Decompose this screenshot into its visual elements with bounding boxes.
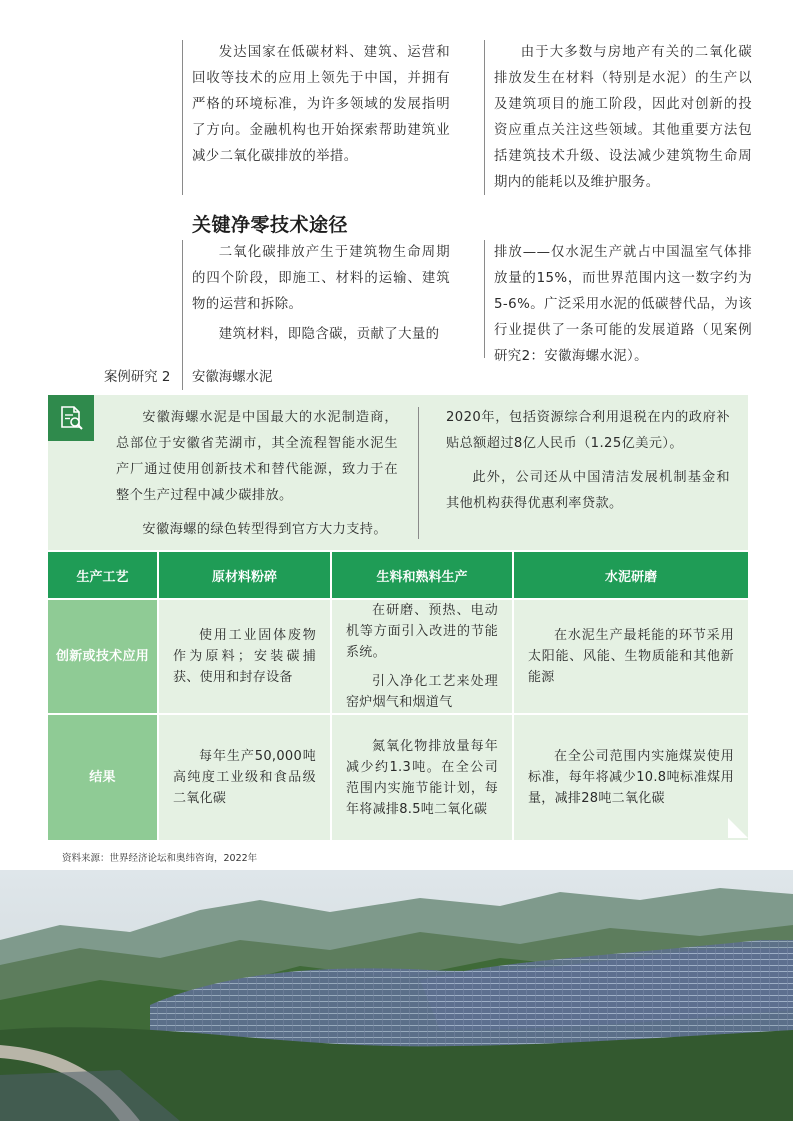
page-fold-corner: [728, 818, 748, 838]
table-header: 生产工艺: [48, 552, 158, 599]
table-row: [48, 714, 748, 840]
table-header: 水泥研磨: [513, 552, 748, 599]
cell-text: 使用工业固体废物作为原料；安装碳捕获、使用和封存设备: [173, 628, 316, 685]
cell-text: 在全公司范围内实施煤炭使用标准，每年将减少10.8吨标准煤用量，减排28吨二氧化碳: [528, 749, 734, 806]
table-header: 生料和熟料生产: [331, 552, 513, 599]
case-left-paragraph-1: 安徽海螺水泥是中国最大的水泥制造商，总部位于安徽省芜湖市，其全流程智能水泥生产厂通过使用创新技术和替代能源，致力于在整个生产过程中减少碳排放。: [116, 410, 398, 503]
table-cell: [158, 599, 331, 714]
table-cell: [513, 599, 748, 714]
cell-text: 在水泥生产最耗能的环节采用太阳能、风能、生物质能和其他新能源: [528, 628, 734, 685]
intro-right-paragraph: 由于大多数与房地产有关的二氧化碳排放发生在材料（特别是水泥）的生产以及建筑项目的施工阶段，因此对创新的投资应重点关注这些领域。其他重要方法包括建筑技术升级、设法减少建筑物生命周期内的能耗以及维护服务。: [494, 45, 752, 190]
table-header: 原材料粉碎: [158, 552, 331, 599]
table-header-row: [48, 552, 748, 599]
table-cell: [331, 599, 513, 714]
process-table: [48, 552, 748, 840]
section-left-paragraph-2: 建筑材料，即隐含碳，贡献了大量的: [218, 327, 440, 342]
intro-left-paragraph: 发达国家在低碳材料、建筑、运营和回收等技术的应用上领先于中国，并拥有严格的环境标准，为许多领域的发展指明了方向。金融机构也开始探索帮助建筑业减少二氧化碳排放的举措。: [192, 45, 450, 164]
section-left-paragraph-1: 二氧化碳排放产生于建筑物生命周期的四个阶段，即施工、材料的运输、建筑物的运营和拆除。: [192, 245, 450, 312]
case-study-title: 安徽海螺水泥: [192, 370, 273, 385]
section-divider-left: [182, 240, 183, 390]
cell-text: 每年生产50,000吨高纯度工业级和食品级二氧化碳: [173, 749, 316, 806]
cell-text: 氮氧化物排放量每年减少约1.3吨。在全公司范围内实施节能计划，每年将减排8.5吨二氧化碳: [346, 738, 498, 817]
row-header: 创新或技术应用: [48, 599, 158, 714]
document-search-icon: [48, 395, 94, 441]
case-divider: [418, 407, 419, 539]
cell-text: 引入净化工艺来处理窑炉烟气和烟道气: [346, 674, 498, 710]
section-divider-right: [484, 240, 485, 358]
case-study-label: 案例研究 2: [104, 370, 171, 385]
table-cell: [331, 714, 513, 840]
cell-text: 在研磨、预热、电动机等方面引入改进的节能系统。: [346, 603, 498, 660]
solar-farm-landscape-photo: [0, 870, 793, 1121]
table-cell: [513, 714, 748, 840]
source-note: 资料来源：世界经济论坛和奥纬咨询，2022年: [62, 853, 258, 864]
column-divider-left: [182, 40, 183, 195]
case-right-paragraph-2: 此外，公司还从中国清洁发展机制基金和其他机构获得优惠利率贷款。: [446, 470, 730, 511]
section-heading: 关键净零技术途径: [192, 214, 349, 236]
table-cell: [158, 714, 331, 840]
section-right-paragraph: 排放——仅水泥生产就占中国温室气体排放量的15%，而世界范围内这一数字约为5-6%。广泛采用水泥的低碳替代品，为该行业提供了一条可能的发展道路（见案例研究2：安徽海螺水泥）。: [494, 245, 752, 364]
table-row: [48, 599, 748, 714]
case-right-paragraph-1: 2020年，包括资源综合利用退税在内的政府补贴总额超过8亿人民币（1.25亿美元）。: [446, 410, 730, 451]
column-divider-right: [484, 40, 485, 195]
case-left-paragraph-2: 安徽海螺的绿色转型得到官方大力支持。: [142, 522, 387, 537]
row-header: 结果: [48, 714, 158, 840]
